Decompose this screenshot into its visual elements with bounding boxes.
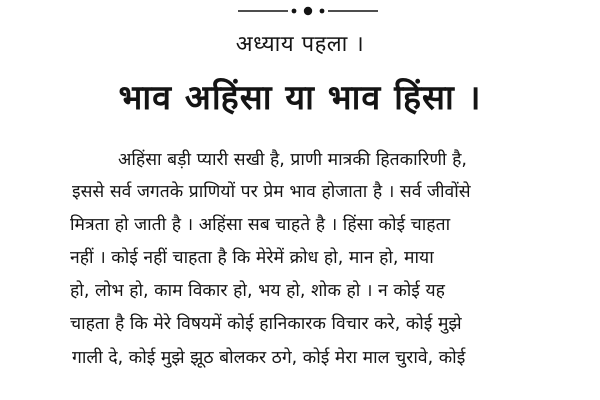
body-line: चाहता है कि मेरे विषयमें कोई हानिकारक विचार करे, कोई मुझे [70,314,462,334]
body-line: इससे सर्व जगतके प्राणियों पर प्रेम भाव होजाता है । सर्व जीवोंसे [72,182,471,202]
body-line: मित्रता हो जाती है । अहिंसा सब चाहते है । हिंसा कोई चाहता [70,215,451,235]
chapter-title: भाव अहिंसा या भाव हिंसा । [118,78,482,118]
chapter-heading: अध्याय पहला । [235,32,365,57]
ornament-divider [238,4,378,18]
body-line: अहिंसा बड़ी प्यारी सखी है, प्राणी मात्रकी हितकारिणी है, [118,150,467,170]
body-line: गाली दे, कोई मुझे झूठ बोलकर ठगे, कोई मेरा माल चुरावे, कोई [72,348,466,368]
body-line: हो, लोभ हो, काम विकार हो, भय हो, शोक हो । न कोई यह [70,281,445,301]
body-line: नहीं । कोई नहीं चाहता है कि मेरेमें क्रोध हो, मान हो, माया [70,248,434,268]
